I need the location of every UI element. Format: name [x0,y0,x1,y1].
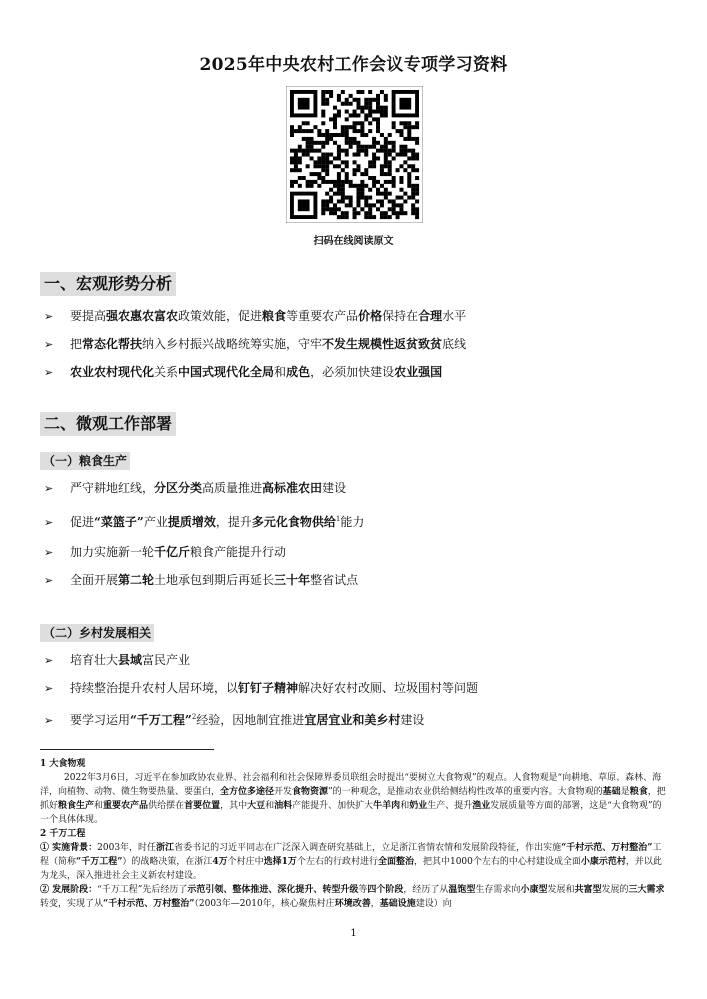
list-item: ➢ 严守耕地红线，分区分类高质量推进高标准农田建设 [44,481,347,495]
footnote-1-body: 2022年3月6日，习近平在参加政协农业界、社会福利和社会保障界委员联组会时提出“要树立大食物观”的观点。人食物观是“向耕地、草原、森林、海洋，向植物、动物、微生物要热量、要蛋白，全方位多途径开发食物资源”的一种观念，是推动农业供给侧结构性改革的重要内容。大食物观的基础是粮食，把抓好粮食生产和重要农产品供给摆在首要位置，其中大豆和油料产能提升、加快扩大牛羊肉和奶业生产、提升渔业发展质量等方面的部署，这是“大食物观”的一个具体体现。 [40,773,666,825]
footnote-ref-2[interactable]: 2 [191,713,197,721]
list-item: ➢ 全面开展第二轮土地承包到期后再延长三十年整省试点 [44,573,359,587]
arrow-bullet-icon: ➢ [44,574,54,587]
qr-code-icon[interactable] [286,86,423,223]
list-item: ➢ 培育壮大县域富民产业 [44,653,191,667]
footnote-ref-1[interactable]: 1 [335,515,341,523]
qr-caption: 扫码在线阅读原文 [313,236,394,247]
arrow-bullet-icon: ➢ [44,546,54,559]
subsection-heading-rural: （二）乡村发展相关 [40,624,154,642]
arrow-bullet-icon: ➢ [44,310,54,323]
section-heading-micro: 二、微观工作部署 [40,412,176,436]
arrow-bullet-icon: ➢ [44,654,54,667]
list-item: ➢ 把常态化帮扶纳入乡村振兴战略统筹实施，守牢不发生规模性返贫致贫底线 [44,337,467,351]
arrow-bullet-icon: ➢ [44,682,54,695]
footnote-2-background: ① 实施背景：2003年，时任浙江省委书记的习近平同志在广泛深入调查研究基础上，立足浙江省情农情和发展阶段特征，作出实施“千村示范、万村整治”工程（简称“千万工程”）的战略决策，在浙江4万个村庄中选择1万个左右的行政村进行全面整治，把其中1000个左右的中心村建设成全面小康示范村，并以此为龙头，深入推进社会主义新农村建设。 [40,843,662,881]
footnote-1-title: 1 大食物观 [40,759,86,769]
footnote-2-title: 2 千万工程 [40,829,86,839]
arrow-bullet-icon: ➢ [44,366,54,379]
arrow-bullet-icon: ➢ [44,482,54,495]
list-item: ➢ 持续整治提升农村人居环境，以钉钉子精神解决好农村改厕、垃圾围村等问题 [44,681,479,695]
section-heading-macro: 一、宏观形势分析 [40,272,176,296]
list-item: ➢ 要提高强农惠农富农政策效能，促进粮食等重要农产品价格保持在合理水平 [44,309,467,323]
arrow-bullet-icon: ➢ [44,714,54,727]
page-number: 1 [350,928,357,939]
footnote-2-stages: ② 发展阶段：“千万工程”先后经历了示范引领、整体推进、深化提升、转型升级等四个阶段，经历了从温饱型生存需求向小康型发展和共富型发展的三大需求转变，实现了从“千村示范、万村整治”（2003年—2010年，核心聚焦村庄环境改善，基础设施建设）向 [40,885,665,909]
list-item: ➢ 促进“菜篮子”产业提质增效，提升多元化食物供给$^1$能力 [44,515,365,529]
list-item: ➢ 加力实施新一轮千亿斤粮食产能提升行动 [44,545,287,559]
arrow-bullet-icon: ➢ [44,516,54,529]
page-title: 2025年中央农村工作会议专项学习资料 [199,55,508,75]
list-item: ➢ 农业农村现代化关系中国式现代化全局和成色，必须加快建设农业强国 [44,365,443,379]
subsection-heading-grain: （一）粮食生产 [40,452,130,470]
footnote-divider [40,749,214,750]
list-item: ➢ 要学习运用“千万工程”$^2$经验，因地制宜推进宜居宜业和美乡村建设 [44,713,425,727]
arrow-bullet-icon: ➢ [44,338,54,351]
